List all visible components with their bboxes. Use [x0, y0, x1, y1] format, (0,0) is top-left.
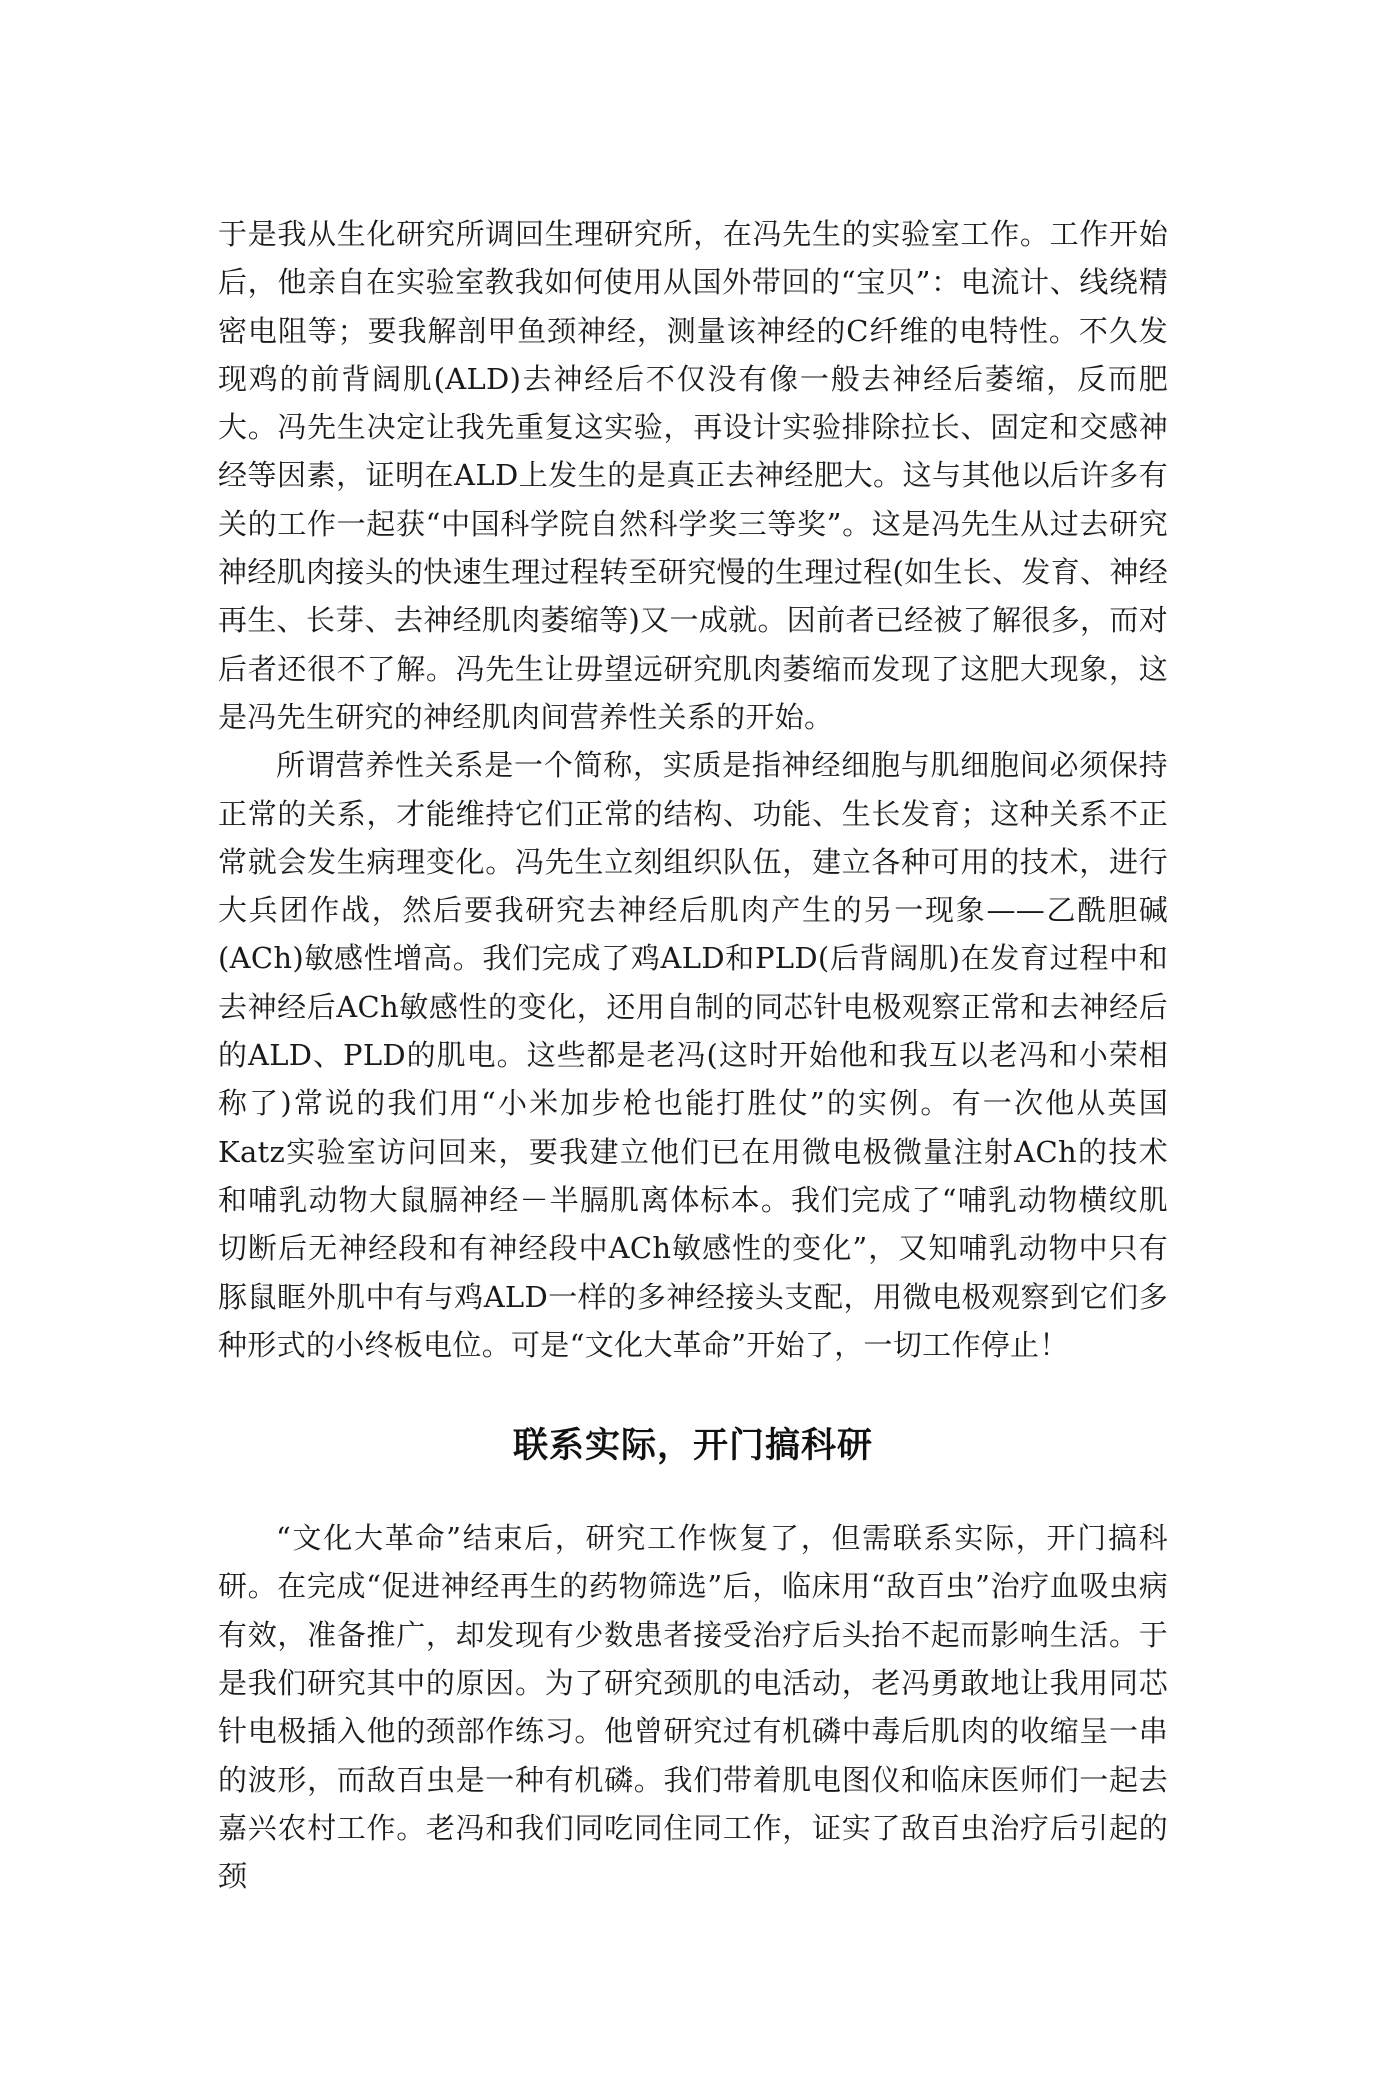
paragraph-3: “文化大革命”结束后，研究工作恢复了，但需联系实际，开门搞科研。在完成“促进神经再生的药物筛选”后，临床用“敌百虫”治疗血吸虫病有效，准备推广，却发现有少数患者接受治疗后头抬不起而影响生活。于是我们研究其中的原因。为了研究颈肌的电活动，老冯勇敢地让我用同芯针电极插入他的颈部作练习。他曾研究过有机磷中毒后肌肉的收缩呈一串的波形，而敌百虫是一种有机磷。我们带着肌电图仪和临床医师们一起去嘉兴农村工作。老冯和我们同吃同住同工作，证实了敌百虫治疗后引起的颈	[218, 1521, 1168, 1894]
section-heading: 联系实际，开门搞科研	[512, 1426, 873, 1467]
paragraph-1: 于是我从生化研究所调回生理研究所，在冯先生的实验室工作。工作开始后，他亲自在实验室教我如何使用从国外带回的“宝贝”：电流计、线绕精密电阻等；要我解剖甲鱼颈神经，测量该神经的C纤维的电特性。不久发现鸡的前背阔肌(ALD)去神经后不仅没有像一般去神经后萎缩，反而肥大。冯先生决定让我先重复这实验，再设计实验排除拉长、固定和交感神经等因素，证明在ALD上发生的是真正去神经肥大。这与其他以后许多有关的工作一起获“中国科学院自然科学奖三等奖”。这是冯先生从过去研究神经肌肉接头的快速生理过程转至研究慢的生理过程(如生长、发育、神经再生、长芽、去神经肌肉萎缩等)又一成就。因前者已经被了解很多，而对后者还很不了解。冯先生让毋望远研究肌肉萎缩而发现了这肥大现象，这是冯先生研究的神经肌肉间营养性关系的开始。	[218, 217, 1168, 734]
paragraph-2: 所谓营养性关系是一个简称，实质是指神经细胞与肌细胞间必须保持正常的关系，才能维持它们正常的结构、功能、生长发育；这种关系不正常就会发生病理变化。冯先生立刻组织队伍，建立各种可用的技术，进行大兵团作战，然后要我研究去神经后肌肉产生的另一现象——乙酰胆碱(ACh)敏感性增高。我们完成了鸡ALD和PLD(后背阔肌)在发育过程中和去神经后ACh敏感性的变化，还用自制的同芯针电极观察正常和去神经后的ALD、PLD的肌电。这些都是老冯(这时开始他和我互以老冯和小荣相称了)常说的我们用“小米加步枪也能打胜仗”的实例。有一次他从英国Katz实验室访问回来，要我建立他们已在用微电极微量注射ACh的技术和哺乳动物大鼠膈神经－半膈肌离体标本。我们完成了“哺乳动物横纹肌切断后无神经段和有神经段中ACh敏感性的变化”，又知哺乳动物中只有豚鼠眶外肌中有与鸡ALD一样的多神经接头支配，用微电极观察到它们多种形式的小终板电位。可是“文化大革命”开始了，一切工作停止！	[218, 748, 1168, 1362]
main-text-block	[218, 210, 1168, 1901]
